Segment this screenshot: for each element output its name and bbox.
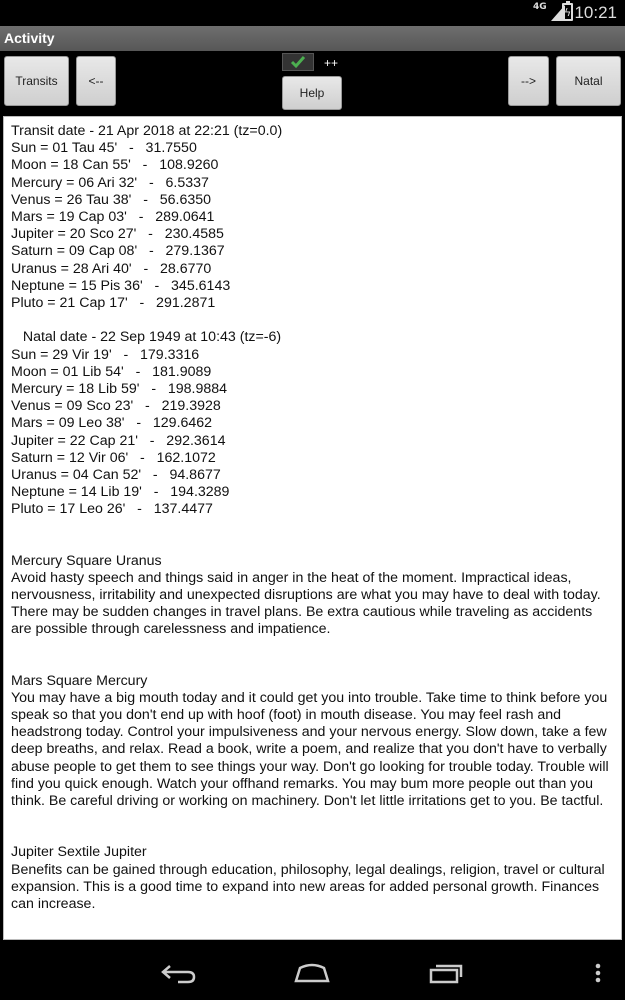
previous-button[interactable] xyxy=(76,56,116,106)
help-button-label: Help xyxy=(299,86,325,100)
natal-line: Jupiter = 22 Cap 21' - 292.3614 xyxy=(11,432,226,449)
action-bar xyxy=(0,26,625,52)
aspect-title: Mars Square Mercury xyxy=(11,672,148,689)
recent-apps-icon[interactable] xyxy=(426,962,464,984)
natal-header: Natal date - 22 Sep 1949 at 10:43 (tz=-6) xyxy=(11,329,282,346)
home-icon[interactable] xyxy=(292,962,332,984)
transit-line: Venus = 26 Tau 38' - 56.6350 xyxy=(11,191,212,208)
natal-line: Pluto = 17 Leo 26' - 137.4477 xyxy=(11,501,213,518)
transit-line: Saturn = 09 Cap 08' - 279.1367 xyxy=(11,243,225,260)
navigation-bar xyxy=(0,940,625,1000)
overflow-menu-icon[interactable] xyxy=(594,962,602,984)
plus-plus-toggle[interactable]: ++ xyxy=(324,56,339,70)
transits-button[interactable] xyxy=(4,56,69,106)
transit-line: Mars = 19 Cap 03' - 289.0641 xyxy=(11,209,215,226)
natal-line: Mercury = 18 Lib 59' - 198.9884 xyxy=(11,381,228,398)
transit-line: Uranus = 28 Ari 40' - 28.6770 xyxy=(11,260,212,277)
next-button[interactable] xyxy=(508,56,549,106)
toolbar xyxy=(0,51,625,115)
transit-line: Neptune = 15 Pis 36' - 345.6143 xyxy=(11,277,231,294)
previous-button-label: <-- xyxy=(88,74,104,88)
natal-line: Uranus = 04 Can 52' - 94.8677 xyxy=(11,467,221,484)
app-title: Activity xyxy=(4,30,55,46)
next-button-label: --> xyxy=(521,74,536,88)
natal-line: Venus = 09 Sco 23' - 219.3928 xyxy=(11,398,221,415)
transit-line: Pluto = 21 Cap 17' - 291.2871 xyxy=(11,295,216,312)
transits-button-label: Transits xyxy=(15,74,58,88)
transit-line: Jupiter = 20 Sco 27' - 230.4585 xyxy=(11,226,224,243)
help-button[interactable] xyxy=(282,76,342,110)
checkbox[interactable] xyxy=(282,53,314,71)
natal-line: Sun = 29 Vir 19' - 179.3316 xyxy=(11,346,200,363)
natal-line: Saturn = 12 Vir 06' - 162.1072 xyxy=(11,449,216,466)
natal-line: Moon = 01 Lib 54' - 181.9089 xyxy=(11,363,212,380)
status-bar xyxy=(0,0,625,26)
natal-button-label: Natal xyxy=(574,74,603,88)
aspect-text: You may have a big mouth today and it could get you into trouble. Take time to think before you speak so that you don't end up with hoof (foot) in mouth disease. You may feel rash and headstrong today. Control your impulsiveness and your nervous energy. Slow down, take a few deep breaths, and relax. Read a book, write a poem, and realize that you don't have to verbally abuse people to get them to see things your way. Don't go looking for trouble today. Trouble will find you quick enough. Watch your offhand remarks. You may bum more people out than you think. Be careful driving or working on machinery. Don't let little irritations get to you. Be tactful. xyxy=(11,689,609,810)
aspect-title: Mercury Square Uranus xyxy=(11,552,162,569)
transit-header: Transit date - 21 Apr 2018 at 22:21 (tz=0.0) xyxy=(11,123,283,139)
aspect-title: Jupiter Sextile Jupiter xyxy=(11,844,147,861)
natal-button[interactable] xyxy=(556,56,621,106)
transit-line: Mercury = 06 Ari 32' - 6.5337 xyxy=(11,174,209,191)
transit-line: Moon = 18 Can 55' - 108.9260 xyxy=(11,157,219,174)
checkmark-icon xyxy=(283,54,313,70)
report-text-area[interactable] xyxy=(3,116,622,940)
clock: 10:21 xyxy=(574,3,617,22)
transit-line: Sun = 01 Tau 45' - 31.7550 xyxy=(11,140,197,157)
battery-icon: ϟ xyxy=(562,3,573,21)
aspect-text: Avoid hasty speech and things said in anger in the heat of the moment. Impractical ideas, nervousness, irritability and unexpected disruptions are what you may have to deal with today. There may be sudden changes in travel plans. Be extra cautious while traveling as accidents are possible through carelessness and impatience. xyxy=(11,569,601,638)
natal-line: Neptune = 14 Lib 19' - 194.3289 xyxy=(11,484,230,501)
aspect-text: Benefits can be gained through education, philosophy, legal dealings, religion, travel or cultural expansion. This is a good time to expand into new areas for added personal growth. Finances can increase. xyxy=(11,861,605,912)
network-type: 4G xyxy=(533,2,547,12)
back-icon[interactable] xyxy=(160,962,198,984)
natal-line: Mars = 09 Leo 38' - 129.6462 xyxy=(11,415,213,432)
